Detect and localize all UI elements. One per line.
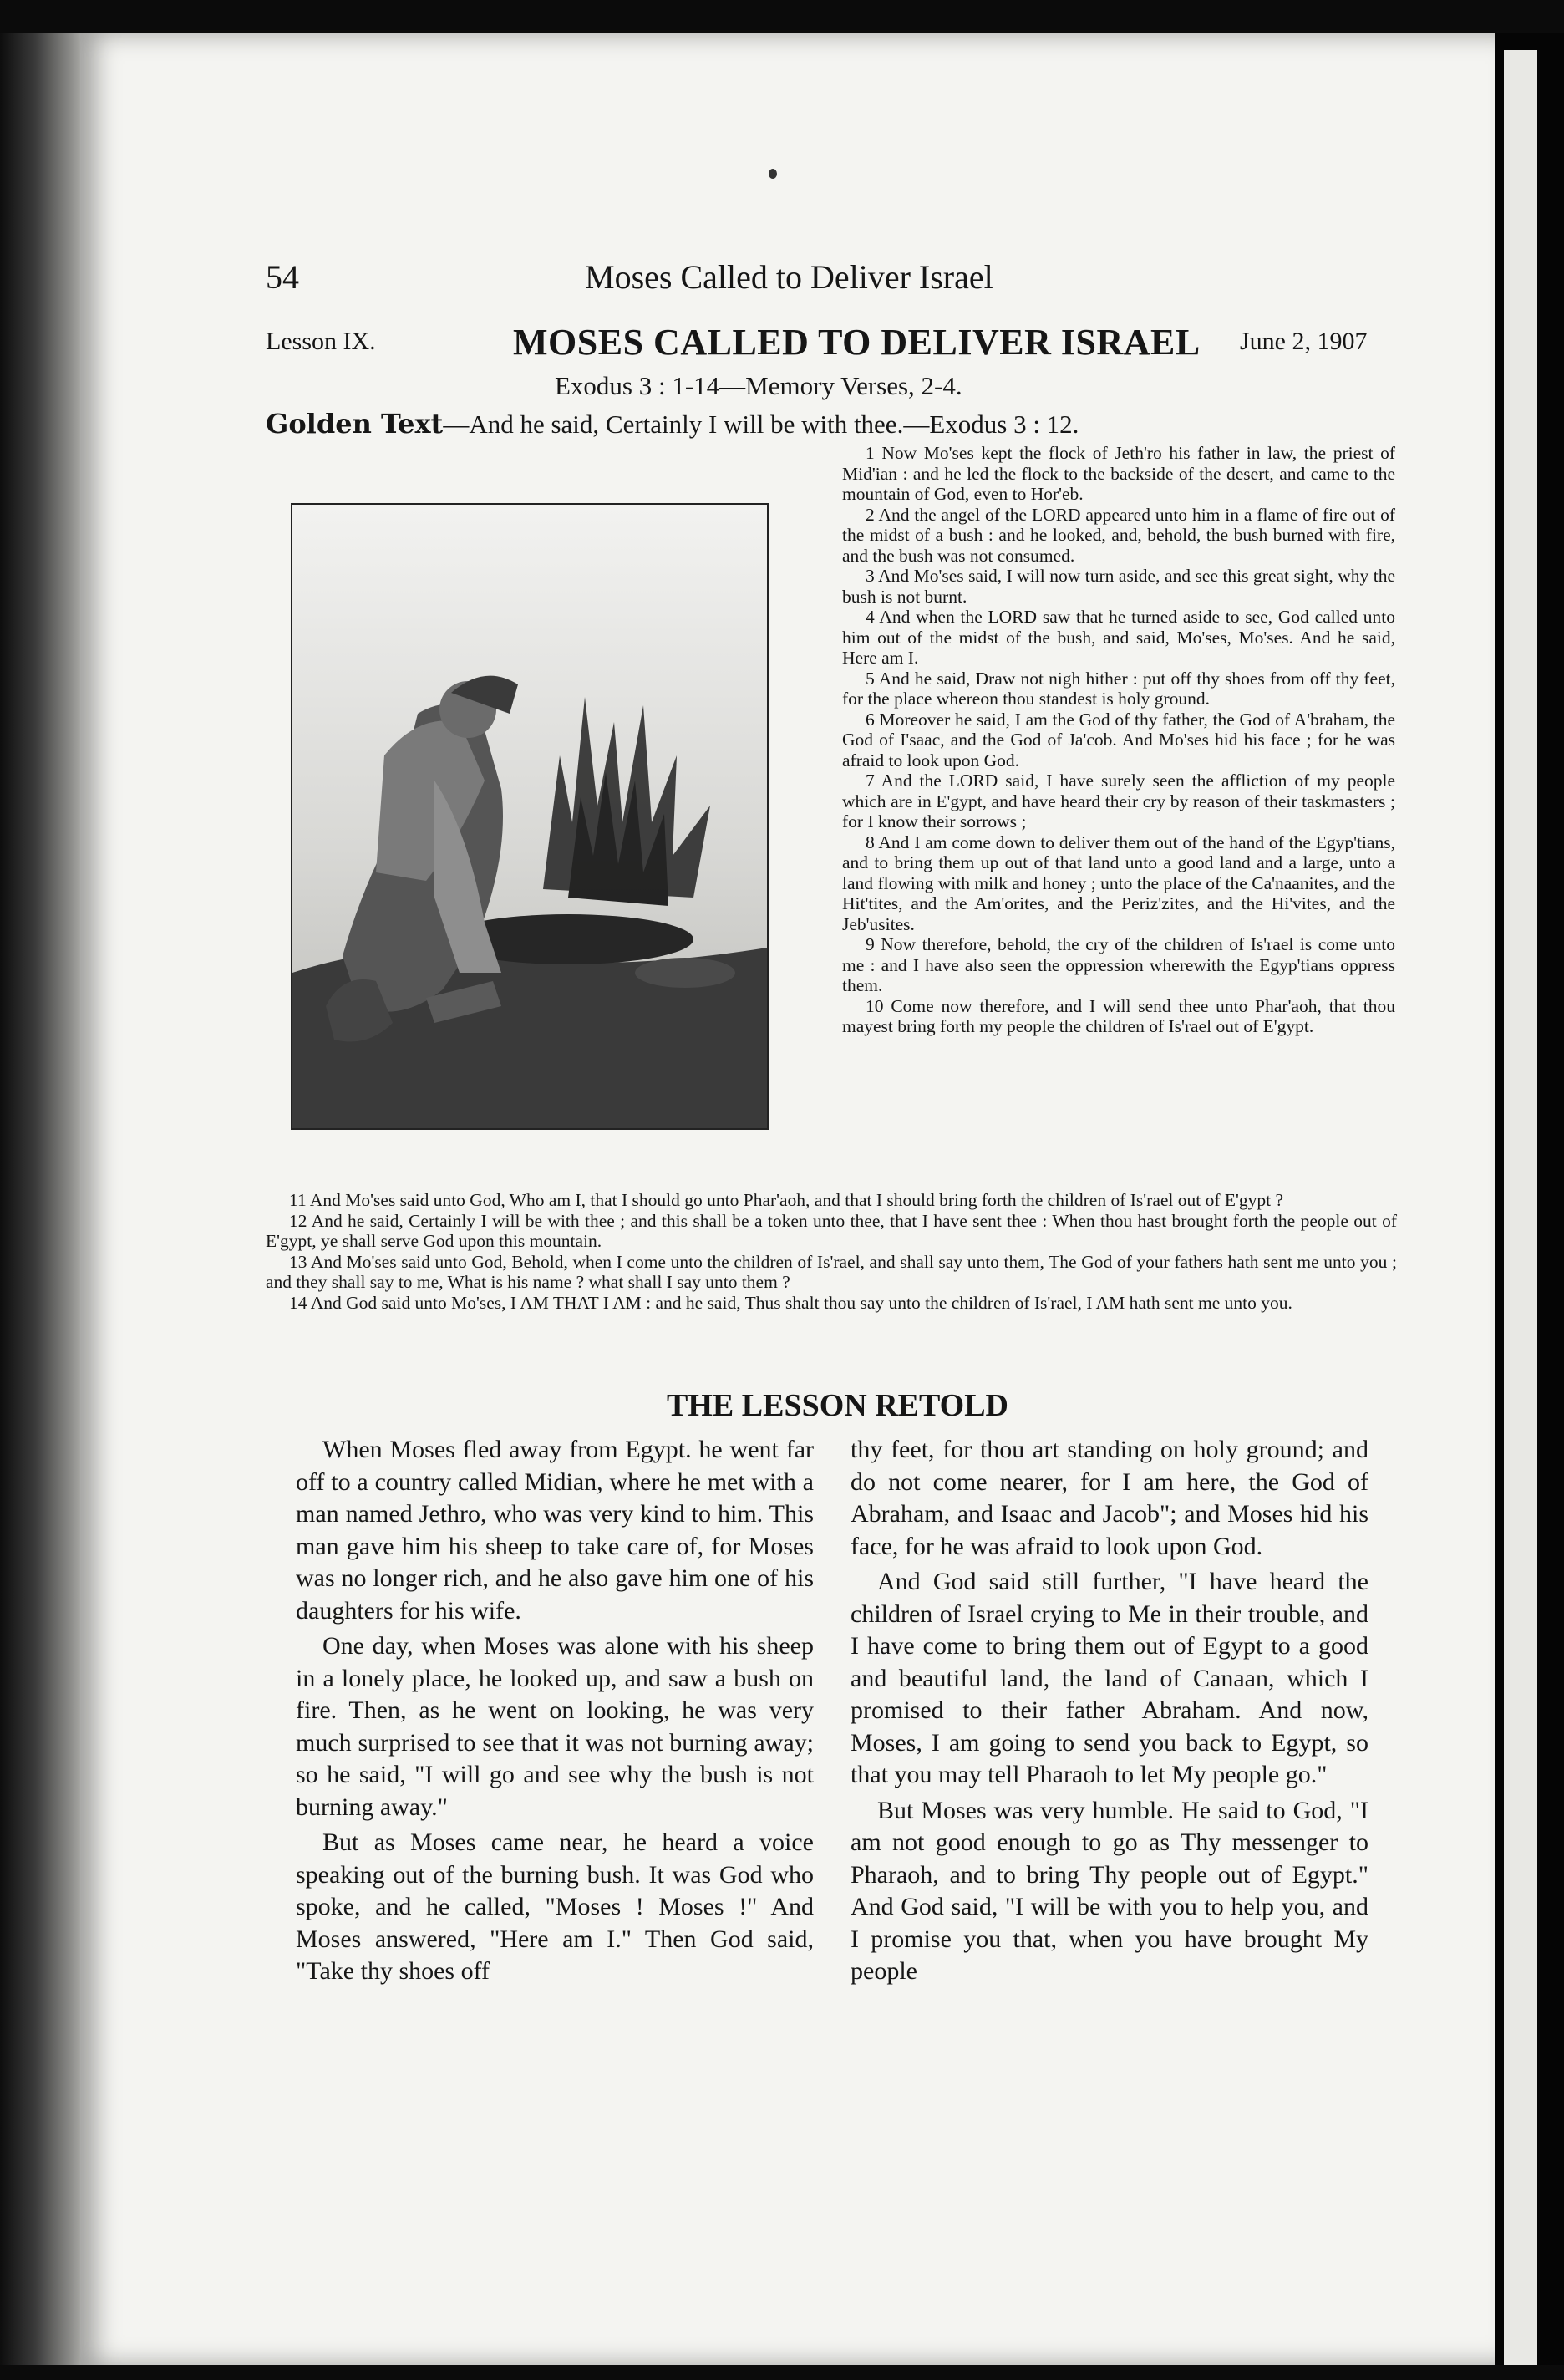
verse-14: 14 And God said unto Mo'ses, I AM THAT I AM : and he said, Thus shalt thou say unto the children of Is'rael, I AM hath sent me unto you. [289,1292,1292,1313]
lesson-date: June 2, 1907 [1240,328,1368,355]
retold-left-column [296,1434,814,1991]
golden-text-body: —And he said, Certainly I will be with thee.—Exodus 3 : 12. [443,409,1079,439]
scripture-reference: Exodus 3 : 1-14—Memory Verses, 2-4. [555,371,962,400]
verses-beside-illustration [842,443,1395,1037]
verse-9: 9 Now therefore, behold, the cry of the children of Is'rael is come unto me : and I have also seen the oppression wherewith the Egyp'tians oppress them. [842,934,1395,995]
retold-paragraph: thy feet, for thou art standing on holy ground; and do not come nearer, for I am here, the God of Abraham, and Isaac and Jacob"; and Moses hid his face, for he was afraid to look upon God. [851,1436,1368,1560]
verse-2: 2 And the angel of the LORD appeared unto him in a flame of fire out of the midst of a bush : and he looked, and, behold, the bush burned with fire, and the bush was not consumed. [842,504,1395,566]
verse-5: 5 And he said, Draw not nigh hither : put off thy shoes from off thy feet, for the place whereon thou standest is holy ground. [842,668,1395,709]
ink-mark [769,169,777,179]
verses-full-width [266,1190,1397,1313]
moses-burning-bush-picture [292,505,767,1128]
running-title: Moses Called to Deliver Israel [585,258,993,296]
next-page-edge [1504,50,1537,2365]
verse-11: 11 And Mo'ses said unto God, Who am I, that I should go unto Phar'aoh, and that I should bring forth the children of Is'rael out of E'gypt ? [289,1190,1284,1210]
retold-paragraph: And God said still further, "I have heard the children of Israel crying to Me in their trouble, and I have come to bring them out of Egypt to a good and beautiful land, the land of Canaan, which I promised to their father Abraham. And now, Moses, I am going to send you back to Egypt, so that you may tell Pharaoh to let My people go." [851,1568,1368,1788]
lesson-retold-heading: THE LESSON RETOLD [667,1388,1009,1423]
golden-text [266,408,1079,440]
verse-10: 10 Come now therefore, and I will send thee unto Phar'aoh, that thou mayest bring forth my people the children of Is'rael out of E'gypt. [842,995,1395,1036]
verse-6: 6 Moreover he said, I am the God of thy father, the God of A'braham, the God of I'saac, and the God of Ja'cob. And Mo'ses hid his face ; for he was afraid to look upon God. [842,709,1395,770]
verse-7: 7 And the LORD said, I have surely seen the affliction of my people which are in E'gypt, and have heard their cry by reason of their taskmasters ; for I know their sorrows ; [842,770,1395,831]
verse-8: 8 And I am come down to deliver them out of the hand of the Egyp'tians, and to bring them up out of that land unto a good land and a large, unto a land flowing with milk and honey ; unto the place of the Ca'naanites, and the Hit'tites, and the Am'orites, and the Periz'zites, and the Hi'vites, and the Jeb'usites. [842,831,1395,934]
verse-3: 3 And Mo'ses said, I will now turn aside, and see this great sight, why the bush is not burnt. [842,566,1395,607]
verse-1: 1 Now Mo'ses kept the flock of Jeth'ro his father in law, the priest of Mid'ian : and he led the flock to the backside of the desert, and came to the mountain of God, even to Hor'eb. [842,443,1395,504]
burning-bush-illustration [291,503,769,1130]
lesson-title: MOSES CALLED TO DELIVER ISRAEL [513,322,1201,363]
verse-4: 4 And when the LORD saw that he turned aside to see, God called unto him out of the midst of the bush, and said, Mo'ses, Mo'ses. And he said, Here am I. [842,607,1395,668]
retold-right-column [851,1434,1368,1991]
retold-paragraph: When Moses fled away from Egypt. he went far off to a country called Midian, where he met with a man named Jethro, who was very kind to him. This man gave him his sheep to take care of, for Moses was no longer rich, and he also gave him one of his daughters for his wife. [296,1436,814,1625]
verse-13: 13 And Mo'ses said unto God, Behold, when I come unto the children of Is'rael, and shall say unto them, The God of your fathers hath sent me unto you ; and they shall say to me, What is his name ? what shall I say unto them ? [266,1251,1397,1292]
verse-12: 12 And he said, Certainly I will be with thee ; and this shall be a token unto thee, that I have sent thee : When thou hast brought forth the people out of E'gypt, ye shall serve God upon this mountain. [266,1210,1397,1251]
page-number: 54 [266,258,299,296]
golden-text-label: Golden Text [266,408,444,440]
retold-paragraph: But Moses was very humble. He said to God, "I am not good enough to go as Thy messenger to Pharaoh, and to bring Thy people out of Egypt." And God said, "I will be with you to help you, and I promise you that, when you have brought My people [851,1796,1368,1985]
lesson-number: Lesson IX. [266,328,376,355]
retold-paragraph: But as Moses came near, he heard a voice speaking out of the burning bush. It was God who spoke, and he called, "Moses ! Moses !" And Moses answered, "Here am I." Then God said, "Take thy shoes off [296,1828,814,1985]
retold-paragraph: One day, when Moses was alone with his sheep in a lonely place, he looked up, and saw a bush on fire. Then, as he went on looking, he was very much surprised to see that it was not burning away; so he said, "I will go and see why the bush is not burning away." [296,1632,814,1821]
